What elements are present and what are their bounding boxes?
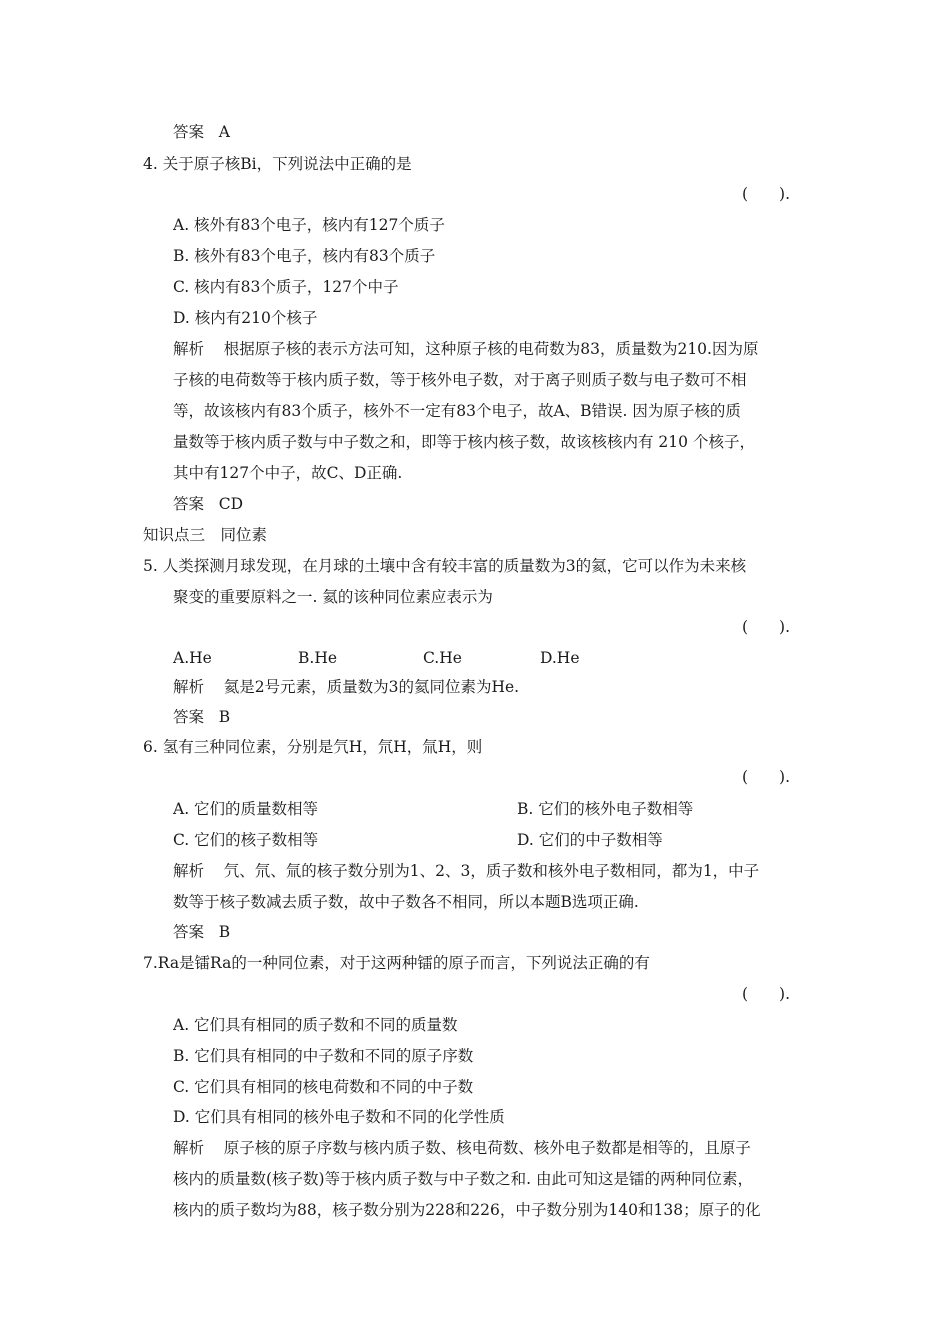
option-b: B. 核外有83个电子，核内有83个质子 — [173, 247, 436, 265]
option-c: C. 它们具有相同的核电荷数和不同的中子数 — [173, 1078, 474, 1096]
option-a: A.He — [173, 649, 212, 667]
analysis-label: 解析 — [173, 862, 205, 880]
analysis-line: 数等于核子数减去质子数，故中子数各不相同，所以本题B选项正确. — [173, 893, 639, 911]
option-a: A. 它们的质量数相等 — [173, 800, 319, 818]
answer-line — [173, 494, 243, 514]
answer-value: CD — [218, 495, 244, 513]
analysis-text: 原子核的原子序数与核内质子数、核电荷数、核外电子数都是相等的，且原子 — [223, 1139, 751, 1157]
question-7-stem: 7.Ra是镭Ra的一种同位素，对于这两种镭的原子而言，下列说法正确的有 — [143, 954, 650, 972]
analysis-label: 解析 — [173, 1139, 205, 1157]
answer-blank: ( ). — [742, 618, 791, 636]
analysis-text: 氦是2号元素，质量数为3的氦同位素为He. — [223, 678, 520, 696]
option-c: C. 它们的核子数相等 — [173, 831, 319, 849]
answer-label: 答案 — [173, 495, 205, 513]
option-b: B. 它们具有相同的中子数和不同的原子序数 — [173, 1047, 474, 1065]
answer-blank: ( ). — [742, 768, 791, 786]
option-d: D.He — [540, 649, 580, 667]
option-d: D. 它们的中子数相等 — [517, 831, 663, 849]
answer-value: B — [218, 708, 231, 726]
answer-value: B — [218, 923, 231, 941]
analysis-text: 氕、氘、氚的核子数分别为1、2、3，质子数和核外电子数相同，都为1，中子 — [223, 862, 760, 880]
option-d: D. 核内有210个核子 — [173, 309, 318, 327]
analysis-line: 等，故该核内有83个质子，核外不一定有83个电子，故A、B错误. 因为原子核的质 — [173, 402, 741, 420]
analysis-line — [173, 677, 519, 697]
question-6-stem: 6. 氢有三种同位素，分别是氕H，氘H，氚H，则 — [143, 738, 483, 756]
answer-value: A — [218, 123, 230, 141]
analysis-line — [173, 861, 759, 881]
analysis-line: 其中有127个中子，故C、D正确. — [173, 464, 403, 482]
question-4-stem: 4. 关于原子核Bi，下列说法中正确的是 — [143, 155, 412, 173]
answer-line — [173, 707, 230, 727]
option-d: D. 它们具有相同的核外电子数和不同的化学性质 — [173, 1108, 505, 1126]
answer-blank: ( ). — [742, 185, 791, 203]
answer-line — [173, 922, 230, 942]
analysis-text: 根据原子核的表示方法可知，这种原子核的电荷数为83，质量数为210.因为原 — [223, 340, 759, 358]
section-heading: 知识点三 同位素 — [143, 526, 268, 544]
answer-label: 答案 — [173, 708, 205, 726]
option-a: A. 核外有83个电子，核内有127个质子 — [173, 216, 445, 234]
question-5-stem: 5. 人类探测月球发现，在月球的土壤中含有较丰富的质量数为3的氦，它可以作为未来核 — [143, 557, 747, 575]
analysis-line — [173, 339, 758, 359]
analysis-line: 核内的质量数(核子数)等于核内质子数与中子数之和. 由此可知这是镭的两种同位素， — [173, 1170, 753, 1188]
answer-label: 答案 — [173, 923, 205, 941]
option-c: C. 核内有83个质子，127个中子 — [173, 278, 399, 296]
analysis-label: 解析 — [173, 340, 205, 358]
analysis-line: 子核的电荷数等于核内质子数，等于核外电子数，对于离子则质子数与电子数可不相 — [173, 371, 747, 389]
answer-label: 答案 — [173, 123, 205, 141]
analysis-line: 核内的质子数均为88，核子数分别为228和226，中子数分别为140和138；原子的化 — [173, 1201, 761, 1219]
option-b: B. 它们的核外电子数相等 — [517, 800, 694, 818]
option-b: B.He — [298, 649, 338, 667]
answer-line — [173, 122, 230, 142]
question-5-stem: 聚变的重要原料之一. 氦的该种同位素应表示为 — [173, 588, 493, 606]
analysis-label: 解析 — [173, 678, 205, 696]
option-c: C.He — [423, 649, 462, 667]
option-a: A. 它们具有相同的质子数和不同的质量数 — [173, 1016, 458, 1034]
analysis-line: 量数等于核内质子数与中子数之和，即等于核内核子数，故该核核内有 210 个核子， — [173, 433, 755, 451]
answer-blank: ( ). — [742, 985, 791, 1003]
analysis-line — [173, 1138, 751, 1158]
